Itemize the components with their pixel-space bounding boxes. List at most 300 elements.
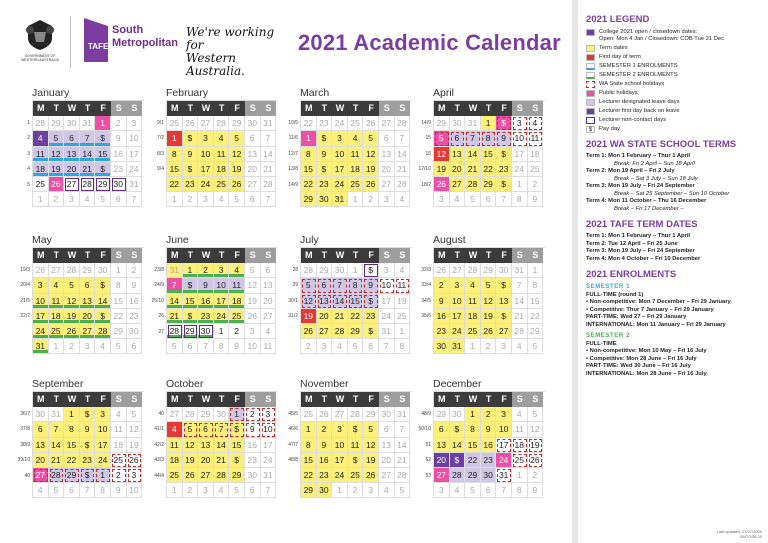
pay-day-cell: $ — [496, 116, 512, 131]
day-cell: 27 — [379, 468, 395, 483]
day-cell: 15 — [64, 438, 80, 453]
day-cell: 27 — [317, 324, 333, 339]
day-cell: 31 — [496, 468, 512, 483]
day-cell: 22 — [167, 177, 183, 192]
day-cell: 8 — [64, 422, 80, 437]
day-cell: 5 — [64, 278, 80, 293]
week-number: 53 — [425, 472, 431, 479]
day-cell: 17 — [332, 453, 348, 468]
day-cell: 5 — [167, 339, 183, 354]
legend-swatch — [586, 81, 595, 88]
day-cell: 30 — [245, 116, 261, 131]
day-cell: 28 — [395, 177, 411, 192]
day-cell: 5 — [245, 263, 261, 278]
day-cell: 4 — [49, 278, 65, 293]
weekday-header: F — [229, 248, 245, 263]
org-line-1: South — [112, 24, 144, 36]
day-cell: 30 — [111, 177, 127, 192]
legend-label: Public holidays — [599, 90, 638, 96]
day-cell: 31 — [167, 263, 183, 278]
crest-caption: GOVERNMENT OF WESTERN AUSTRALIA — [21, 54, 59, 62]
day-cell: 29 — [434, 116, 450, 131]
info-line: Term 1: Mon 1 February – Thur 1 April — [586, 233, 691, 239]
day-cell: 18 — [33, 162, 49, 177]
day-cell: 11 — [528, 131, 544, 146]
week-number: 27 — [158, 328, 164, 335]
legend-swatch — [586, 54, 595, 61]
week-number: 48/9 — [421, 411, 431, 417]
month-name: November — [300, 378, 349, 390]
week-number: 38/9 — [20, 441, 30, 448]
info-line: INTERNATIONAL: Mon 11 January – Fri 29 January — [586, 321, 726, 328]
day-cell: 6 — [481, 192, 497, 207]
day-cell: 28 — [95, 324, 111, 339]
weekday-header: T — [348, 392, 364, 407]
day-cell: 5 — [183, 422, 199, 437]
day-cell: 8 — [95, 483, 111, 498]
month-name: February — [166, 87, 209, 99]
day-cell: 9 — [229, 339, 245, 354]
day-cell: 24 — [127, 162, 143, 177]
week-number: 43/3 — [154, 457, 164, 464]
weekday-header: S — [111, 248, 127, 263]
week-number: 35/6 — [421, 313, 431, 320]
tafe-terms-list — [586, 233, 768, 263]
day-cell: 14 — [465, 147, 481, 162]
weekday-header: M — [434, 248, 450, 263]
week-number: 33/4 — [421, 282, 431, 289]
day-cell: 24 — [512, 162, 528, 177]
day-cell: 31 — [127, 177, 143, 192]
day-cell: 31 — [332, 192, 348, 207]
day-cell: 5 — [229, 483, 245, 498]
day-cell: 23 — [127, 309, 143, 324]
pay-day-cell: $ — [229, 422, 245, 437]
day-cell: 8 — [395, 339, 411, 354]
info-line: • Non-competitive: Mon 7 December – Fri 29 January — [586, 299, 731, 305]
day-cell: 19 — [183, 453, 199, 468]
day-cell: 30 — [450, 116, 466, 131]
day-cell: 7 — [395, 422, 411, 437]
day-cell: 29 — [434, 407, 450, 422]
day-cell: 13 — [198, 438, 214, 453]
day-cell: 3 — [332, 422, 348, 437]
info-line: Term 3: Mon 19 July – Fri 24 September — [586, 248, 695, 254]
day-cell: 6 — [183, 339, 199, 354]
day-cell: 4 — [512, 407, 528, 422]
info-line: Break – Fri 17 December – — [614, 205, 684, 212]
day-cell: 24 — [332, 116, 348, 131]
legend-item — [586, 99, 768, 106]
day-cell: 29 — [317, 263, 333, 278]
day-cell: 13 — [317, 294, 333, 309]
day-cell: 27 — [198, 468, 214, 483]
month-grid — [433, 100, 545, 207]
day-cell: 30 — [496, 263, 512, 278]
day-cell: 1 — [167, 192, 183, 207]
day-cell: 2 — [481, 407, 497, 422]
day-cell: 1 — [301, 422, 317, 437]
day-cell: 1 — [167, 483, 183, 498]
day-cell: 26 — [363, 177, 379, 192]
day-cell: 6 — [80, 278, 96, 293]
day-cell: 18 — [395, 294, 411, 309]
weekday-header: F — [496, 392, 512, 407]
day-cell: 27 — [198, 116, 214, 131]
month-grid — [300, 391, 412, 498]
day-cell: 29 — [301, 192, 317, 207]
day-cell: 25 — [348, 468, 364, 483]
week-number: 42/2 — [154, 441, 164, 448]
pay-day-cell: $ — [450, 422, 466, 437]
weekday-header: F — [95, 248, 111, 263]
weekday-header: T — [348, 101, 364, 116]
day-cell: 7 — [261, 192, 277, 207]
day-cell: 5 — [363, 422, 379, 437]
day-cell: 11 — [261, 339, 277, 354]
day-cell: 13 — [379, 147, 395, 162]
day-cell: 3 — [434, 192, 450, 207]
week-number: 5 — [27, 181, 30, 188]
week-number: 10/5 — [288, 120, 298, 126]
day-cell: 1 — [512, 468, 528, 483]
day-cell: 17 — [332, 162, 348, 177]
weekday-header: T — [317, 101, 333, 116]
weekday-header: T — [80, 248, 96, 263]
day-cell: 5 — [229, 192, 245, 207]
weekday-header: F — [363, 248, 379, 263]
day-cell: 29 — [95, 177, 111, 192]
day-cell: 24 — [496, 453, 512, 468]
month-name: May — [32, 234, 52, 246]
pay-day-cell: $ — [80, 438, 96, 453]
week-number: 14/9 — [288, 181, 298, 188]
day-cell: 2 — [528, 177, 544, 192]
day-cell: 28 — [33, 116, 49, 131]
weekday-header: S — [528, 392, 544, 407]
day-cell: 19 — [301, 309, 317, 324]
month-april — [433, 86, 545, 207]
day-cell: 21 — [395, 162, 411, 177]
day-cell: 19 — [363, 162, 379, 177]
tafe-logo-icon — [84, 18, 108, 62]
day-cell: 6 — [434, 422, 450, 437]
weekday-header: W — [332, 248, 348, 263]
day-cell: 25 — [49, 324, 65, 339]
day-cell: 8 — [512, 192, 528, 207]
pay-day-cell: $ — [183, 162, 199, 177]
legend-label: Term dates — [599, 45, 628, 51]
day-cell: 7 — [80, 131, 96, 146]
month-name: January — [32, 87, 70, 99]
day-cell: 29 — [465, 468, 481, 483]
day-cell: 2 — [198, 263, 214, 278]
legend-title: 2021 LEGEND — [586, 14, 650, 25]
day-cell: 14 — [395, 147, 411, 162]
week-number: 41/1 — [154, 426, 164, 433]
pay-day-cell: $ — [229, 453, 245, 468]
day-cell: 30 — [127, 324, 143, 339]
day-cell: 1 — [395, 324, 411, 339]
day-cell: 17 — [198, 162, 214, 177]
day-cell: 28 — [167, 324, 183, 339]
day-cell: 1 — [64, 407, 80, 422]
day-cell: 31 — [512, 263, 528, 278]
day-cell: 2 — [434, 278, 450, 293]
day-cell: 3 — [379, 192, 395, 207]
legend-swatch — [586, 29, 595, 36]
day-cell: 28 — [450, 468, 466, 483]
day-cell: 13 — [80, 294, 96, 309]
day-cell: 7 — [198, 339, 214, 354]
day-cell: 10 — [95, 422, 111, 437]
day-cell: 15 — [183, 294, 199, 309]
weekday-header: W — [198, 101, 214, 116]
weekday-header: W — [332, 392, 348, 407]
pay-day-cell: $ — [450, 453, 466, 468]
day-cell: 11 — [49, 294, 65, 309]
week-number: 17/10 — [418, 166, 431, 173]
day-cell: 21 — [395, 453, 411, 468]
day-cell: 2 — [183, 192, 199, 207]
day-cell: 3 — [261, 407, 277, 422]
weekday-header: S — [379, 248, 395, 263]
day-cell: 6 — [64, 483, 80, 498]
day-cell: 17 — [214, 294, 230, 309]
day-cell: 28 — [183, 407, 199, 422]
day-cell: 23 — [434, 324, 450, 339]
day-cell: 27 — [167, 407, 183, 422]
day-cell: 31 — [450, 339, 466, 354]
day-cell: 9 — [363, 278, 379, 293]
day-cell: 13 — [245, 147, 261, 162]
day-cell: 18 — [167, 453, 183, 468]
day-cell: 29 — [363, 407, 379, 422]
info-line: Break – Sat 25 September – Sun 10 October — [614, 190, 730, 197]
day-cell: 29 — [481, 263, 497, 278]
day-cell: 23 — [111, 162, 127, 177]
day-cell: 2 — [348, 483, 364, 498]
month-grid — [32, 391, 144, 498]
legend-label: SEMESTER 2 ENROLMENTS — [599, 72, 678, 78]
day-cell: 16 — [481, 438, 497, 453]
weekday-header: S — [127, 392, 143, 407]
weekday-header: T — [49, 248, 65, 263]
weekday-header: M — [33, 248, 49, 263]
day-cell: 7 — [80, 483, 96, 498]
day-cell: 15 — [301, 453, 317, 468]
day-cell: 25 — [167, 468, 183, 483]
semester-2-heading: SEMESTER 2 — [586, 333, 631, 339]
day-cell: 8 — [301, 147, 317, 162]
day-cell: 1 — [465, 407, 481, 422]
tafe-logo-text: TAFE — [88, 42, 109, 51]
day-cell: 31 — [80, 116, 96, 131]
day-cell: 23 — [183, 177, 199, 192]
month-grid — [166, 100, 278, 207]
day-cell: 25 — [214, 177, 230, 192]
day-cell: 12 — [363, 147, 379, 162]
day-cell: 28 — [512, 324, 528, 339]
day-cell: 1 — [301, 131, 317, 146]
enrolments-title: 2021 ENROLMENTS — [586, 269, 677, 280]
wa-slogan — [186, 26, 288, 78]
day-cell: 19 — [127, 438, 143, 453]
day-cell: 8 — [481, 131, 497, 146]
weekday-header: S — [395, 392, 411, 407]
day-cell: 27 — [245, 177, 261, 192]
day-cell: 25 — [33, 177, 49, 192]
day-cell: 21 — [512, 309, 528, 324]
day-cell: 20 — [434, 453, 450, 468]
day-cell: 21 — [214, 453, 230, 468]
day-cell: 10 — [33, 294, 49, 309]
day-cell: 2 — [245, 407, 261, 422]
legend-swatch — [586, 72, 595, 79]
week-number: 1 — [27, 120, 30, 126]
org-name — [112, 24, 178, 50]
day-cell: 29 — [348, 324, 364, 339]
day-cell: 28 — [214, 116, 230, 131]
month-october — [166, 377, 278, 498]
day-cell: 3 — [434, 483, 450, 498]
day-cell: 16 — [434, 309, 450, 324]
week-number: 15 — [425, 135, 431, 142]
month-may — [32, 233, 144, 354]
day-cell: 30 — [64, 116, 80, 131]
day-cell: 28 — [80, 177, 96, 192]
day-cell: 3 — [379, 263, 395, 278]
day-cell: 8 — [465, 422, 481, 437]
day-cell: 29 — [183, 324, 199, 339]
week-number: 4 — [27, 166, 30, 173]
day-cell: 3 — [198, 483, 214, 498]
day-cell: 27 — [49, 263, 65, 278]
day-cell: 12 — [481, 294, 497, 309]
week-number: 44/4 — [154, 472, 164, 479]
month-grid — [166, 391, 278, 498]
day-cell: 9 — [80, 422, 96, 437]
day-cell: 7 — [496, 483, 512, 498]
day-cell: 24 — [379, 309, 395, 324]
legend-item — [586, 63, 768, 70]
semester-1-list — [586, 292, 768, 330]
day-cell: 11 — [465, 294, 481, 309]
day-cell: 19 — [434, 162, 450, 177]
day-cell: 30 — [332, 263, 348, 278]
month-september — [32, 377, 144, 498]
day-cell: 2 — [49, 192, 65, 207]
day-cell: 2 — [528, 468, 544, 483]
day-cell: 7 — [49, 422, 65, 437]
day-cell: 3 — [245, 324, 261, 339]
day-cell: 10 — [379, 278, 395, 293]
day-cell: 13 — [496, 294, 512, 309]
week-number: 14/9 — [421, 120, 431, 126]
month-august — [433, 233, 545, 354]
day-cell: 9 — [496, 131, 512, 146]
day-cell: 10 — [261, 422, 277, 437]
legend-item — [586, 81, 768, 88]
week-number: 23/8 — [154, 267, 164, 273]
day-cell: 26 — [183, 116, 199, 131]
day-cell: 9 — [127, 278, 143, 293]
day-cell: 31 — [465, 116, 481, 131]
legend-list — [586, 29, 768, 133]
day-cell: 20 — [379, 162, 395, 177]
day-cell: 16 — [127, 294, 143, 309]
day-cell: 25 — [395, 309, 411, 324]
day-cell: 29 — [80, 263, 96, 278]
day-cell: 27 — [379, 116, 395, 131]
legend-item — [586, 72, 768, 79]
day-cell: 9 — [317, 438, 333, 453]
day-cell: 6 — [64, 131, 80, 146]
day-cell: 14 — [167, 294, 183, 309]
day-cell: 27 — [80, 324, 96, 339]
day-cell: 20 — [245, 162, 261, 177]
day-cell: 12 — [183, 438, 199, 453]
week-number: 9/1 — [157, 120, 164, 126]
info-line: INTERNATIONAL: Mon 28 June – Fri 16 July — [586, 370, 707, 377]
week-number: 32/3 — [421, 267, 431, 273]
day-cell: 18 — [214, 162, 230, 177]
legend-item — [586, 108, 768, 115]
weekday-header: W — [64, 101, 80, 116]
day-cell: 29 — [229, 116, 245, 131]
week-number: 36/7 — [20, 411, 30, 417]
pay-day-cell: $ — [363, 294, 379, 309]
day-cell: 28 — [465, 177, 481, 192]
day-cell: 14 — [512, 294, 528, 309]
weekday-header: W — [465, 101, 481, 116]
day-cell: 6 — [33, 422, 49, 437]
weekday-header: T — [450, 392, 466, 407]
week-number: 11/6 — [288, 135, 298, 142]
day-cell: 4 — [167, 422, 183, 437]
weekday-header: T — [214, 248, 230, 263]
day-cell: 22 — [465, 453, 481, 468]
day-cell: 15 — [95, 147, 111, 162]
weekday-header: T — [317, 392, 333, 407]
week-number: 52 — [425, 457, 431, 464]
day-cell: 8 — [214, 339, 230, 354]
legend-label: College 2021 open / closedown dates: Open: Mon 4 Jan / Closedown: COB Tue 21 Dec — [599, 29, 725, 42]
month-name: September — [32, 378, 84, 390]
day-cell: 11 — [348, 147, 364, 162]
day-cell: 17 — [450, 309, 466, 324]
day-cell: 26 — [33, 263, 49, 278]
day-cell: 4 — [214, 131, 230, 146]
day-cell: 23 — [363, 309, 379, 324]
weekday-header: W — [198, 248, 214, 263]
month-grid — [433, 391, 545, 498]
day-cell: 5 — [465, 192, 481, 207]
weekday-header: M — [167, 101, 183, 116]
week-number: 37/8 — [20, 426, 30, 433]
day-cell: 28 — [49, 468, 65, 483]
pay-day-cell: $ — [496, 147, 512, 162]
day-cell: 4 — [395, 263, 411, 278]
day-cell: 1 — [95, 468, 111, 483]
page-title: 2021 Academic Calendar — [298, 30, 561, 55]
month-january — [32, 86, 144, 207]
month-name: March — [300, 87, 330, 99]
day-cell: 14 — [450, 438, 466, 453]
day-cell: 18 — [512, 438, 528, 453]
day-cell: 29 — [49, 116, 65, 131]
pay-day-cell: $ — [183, 278, 199, 293]
